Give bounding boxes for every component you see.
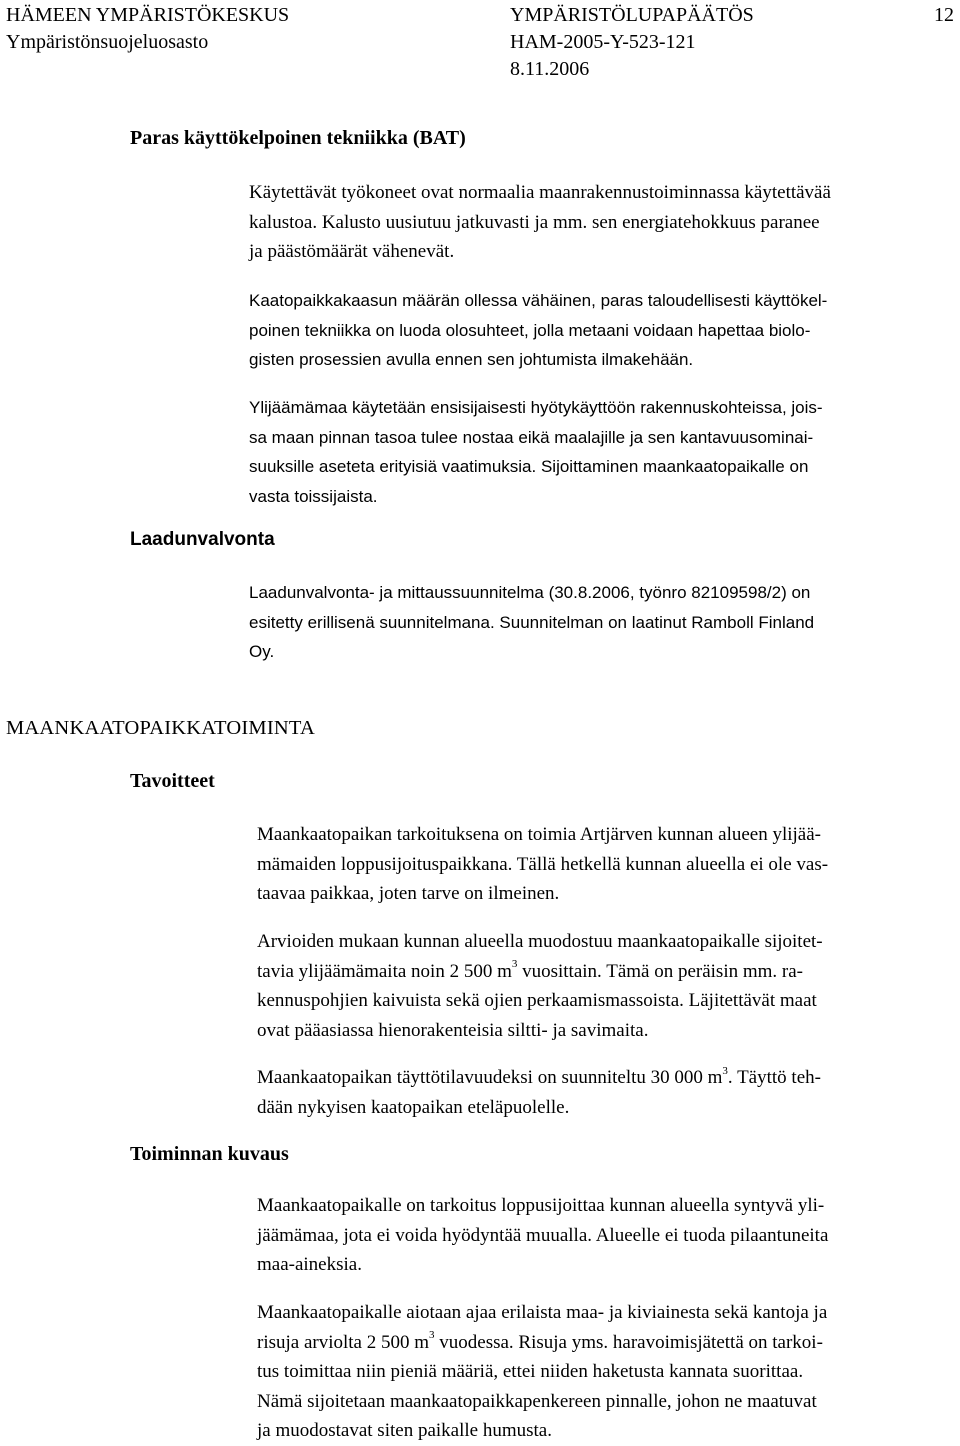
operations-paragraph-2	[257, 1298, 827, 1446]
section-heading: MAANKAATOPAIKKATOIMINTA	[6, 717, 315, 739]
header-date: 8.11.2006	[510, 58, 590, 80]
text-fragment: Maankaatopaikan täyttötilavuudeksi on suunniteltu 30 000 m	[257, 1067, 723, 1088]
text-line: tus toimittaa niin pieniä määriä, ettei niiden haketusta kannata suorittaa.	[257, 1361, 804, 1382]
text-line: ja muodostavat siten paikalle humusta.	[257, 1420, 552, 1441]
goals-paragraph-3	[257, 1063, 821, 1122]
superscript: 3	[722, 1064, 728, 1077]
text-line: Maankaatopaikan tarkoituksena on toimia Artjärven kunnan alueen ylijää-	[257, 824, 821, 845]
text-line: suuksille aseteta erityisiä vaatimuksia. Sijoittaminen maankaatopaikalle on	[249, 457, 809, 476]
text-fragment: risuja arviolta 2 500 m	[257, 1331, 430, 1353]
header-organization: HÄMEEN YMPÄRISTÖKESKUS	[6, 4, 290, 26]
text-line	[257, 957, 823, 987]
text-line: dään nykyisen kaatopaikan eteläpuolelle.	[257, 1096, 570, 1118]
text-line: Ylijäämämaa käytetään ensisijaisesti hyötykäyttöön rakennuskohteissa, jois-	[249, 398, 823, 417]
text-line: Laadunvalvonta- ja mittaussuunnitelma (30.8.2006, työnro 82109598/2) on	[249, 583, 811, 602]
header-document-type: YMPÄRISTÖLUPAPÄÄTÖS	[510, 4, 754, 26]
text-line: sa maan pinnan tasoa tulee nostaa eikä maalajille ja sen kantavuusominai-	[249, 427, 814, 447]
quality-heading: Laadunvalvonta	[130, 529, 275, 550]
superscript: 3	[511, 958, 518, 971]
text-line: poinen tekniikka on luoda olosuhteet, jolla metaani voidaan hapettaa biolo-	[249, 320, 811, 340]
text-fragment: vuosittain. Tämä on peräisin mm. ra-	[517, 960, 803, 982]
header-department: Ympäristönsuojeluosasto	[6, 31, 209, 53]
text-line: taavaa paikkaa, joten tarve on ilmeinen.	[257, 883, 560, 904]
text-line: Nämä sijoitetaan maankaatopaikkapenkereen pinnalle, johon ne maatuvat	[257, 1390, 817, 1412]
text-line: esitetty erillisenä suunnitelmana. Suunnitelman on laatinut Ramboll Finland	[249, 612, 815, 632]
text-fragment: tavia ylijäämämaita noin 2 500 m	[257, 960, 512, 982]
text-line: Arvioiden mukaan kunnan alueella muodostuu maankaatopaikalle sijoitet-	[257, 931, 823, 952]
text-line: ja päästömäärät vähenevät.	[249, 241, 455, 262]
operations-heading: Toiminnan kuvaus	[130, 1143, 289, 1165]
goals-paragraph-1	[257, 820, 828, 909]
text-line: kennuspohjien kaivuista sekä ojien perkaamismassoista. Läjitettävät maat	[257, 990, 817, 1011]
goals-heading: Tavoitteet	[130, 770, 215, 792]
superscript: 3	[429, 1329, 435, 1342]
goals-paragraph-2	[257, 927, 823, 1045]
text-line: Oy.	[249, 642, 275, 661]
bat-heading: Paras käyttökelpoinen tekniikka (BAT)	[130, 127, 466, 149]
text-line: ovat pääasiassa hienorakenteisia siltti- ja savimaita.	[257, 1019, 649, 1041]
bat-paragraph-3	[249, 393, 823, 511]
bat-paragraph-1	[249, 178, 831, 267]
text-line: Käytettävät työkoneet ovat normaalia maanrakennustoiminnassa käytettävää	[249, 182, 831, 203]
text-line	[257, 1063, 821, 1093]
text-line: mämaiden loppusijoituspaikkana. Tällä hetkellä kunnan alueella ei ole vas-	[257, 853, 829, 875]
text-fragment: vuodessa. Risuja yms. haravoimisjätettä on tarkoi-	[434, 1331, 823, 1353]
text-line: Kaatopaikkakaasun määrän ollessa vähäinen, paras taloudellisesti käyttökel-	[249, 291, 828, 310]
text-line: kalustoa. Kalusto uusiutuu jatkuvasti ja mm. sen energiatehokkuus paranee	[249, 211, 820, 233]
text-line: gisten prosessien avulla ennen sen johtumista ilmakehään.	[249, 350, 694, 369]
text-line: vasta toissijaista.	[249, 486, 378, 506]
page-number: 12	[934, 4, 954, 26]
operations-paragraph-1	[257, 1191, 828, 1280]
text-fragment: . Täyttö teh-	[727, 1067, 821, 1088]
header-document-id: HAM-2005-Y-523-121	[510, 31, 696, 53]
bat-paragraph-2	[249, 286, 827, 375]
text-line: Maankaatopaikalle on tarkoitus loppusijoittaa kunnan alueella syntyvä yli-	[257, 1195, 825, 1216]
text-line: jäämämaa, jota ei voida hyödyntää muualla. Alueelle ei tuoda pilaantuneita	[257, 1224, 829, 1246]
text-line	[257, 1328, 827, 1358]
quality-paragraph	[249, 578, 814, 667]
text-line: Maankaatopaikalle aiotaan ajaa erilaista maa- ja kiviainesta sekä kantoja ja	[257, 1302, 828, 1323]
text-line: maa-aineksia.	[257, 1254, 362, 1275]
